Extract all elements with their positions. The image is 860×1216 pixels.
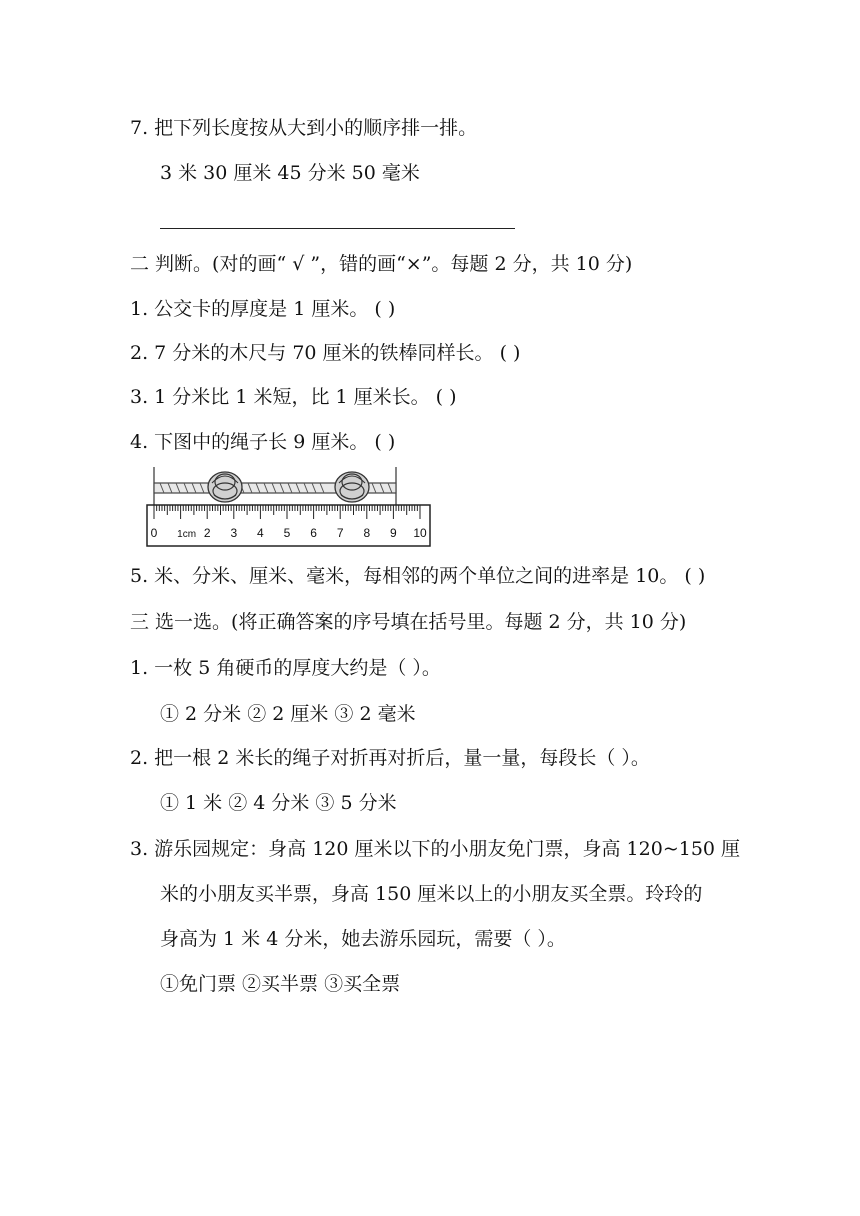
ruler-label: 4 (257, 526, 264, 540)
answer-line (160, 228, 515, 229)
rope-ruler-figure (146, 467, 432, 549)
ruler-label: 8 (363, 526, 371, 540)
judge-question-1: 1. 公交卡的厚度是 1 厘米。 ( ) (130, 298, 396, 320)
choice-question-2-options: ① 1 米 ② 4 分米 ③ 5 分米 (160, 792, 397, 814)
judge-question-3: 3. 1 分米比 1 米短，比 1 厘米长。 ( ) (130, 386, 457, 408)
choice-question-1-options: ① 2 分米 ② 2 厘米 ③ 2 毫米 (160, 703, 416, 725)
judge-question-5: 5. 米、分米、厘米、毫米，每相邻的两个单位之间的进率是 10。 ( ) (130, 565, 706, 587)
ruler-label: 9 (390, 526, 397, 540)
ruler-label: 3 (230, 526, 238, 540)
choice-question-3-options: ①免门票 ②买半票 ③买全票 (160, 973, 401, 995)
section-2-heading: 二 判断。(对的画“ √ ”，错的画“×”。每题 2 分，共 10 分) (130, 253, 633, 275)
question-7-stem: 7. 把下列长度按从大到小的顺序排一排。 (130, 117, 478, 139)
choice-question-2: 2. 把一根 2 米长的绳子对折再对折后，量一量，每段长（ ）。 (130, 747, 650, 769)
question-7-items: 3 米 30 厘米 45 分米 50 毫米 (160, 162, 420, 184)
ruler-label: 10 (413, 526, 427, 540)
judge-question-2: 2. 7 分米的木尺与 70 厘米的铁棒同样长。 ( ) (130, 342, 521, 364)
choice-question-3-line-3: 身高为 1 米 4 分米，她去游乐园玩，需要（ ）。 (160, 928, 566, 950)
choice-question-1: 1. 一枚 5 角硬币的厚度大约是（ ）。 (130, 657, 441, 679)
ruler-label: 2 (203, 526, 211, 540)
judge-question-4: 4. 下图中的绳子长 9 厘米。 ( ) (130, 431, 396, 453)
choice-question-3-line-1: 3. 游乐园规定：身高 120 厘米以下的小朋友免门票，身高 120~150 厘 (130, 838, 741, 860)
ruler-label: 6 (310, 526, 317, 540)
ruler-label: 5 (283, 526, 291, 540)
choice-question-3-line-2: 米的小朋友买半票，身高 150 厘米以上的小朋友买全票。玲玲的 (160, 883, 703, 905)
rope-icon (154, 472, 396, 502)
ruler-label: 7 (336, 526, 344, 540)
section-3-heading: 三 选一选。(将正确答案的序号填在括号里。每题 2 分，共 10 分) (130, 611, 687, 633)
ruler-label: 0 (150, 526, 158, 540)
ruler-label: 1cm (177, 529, 197, 540)
